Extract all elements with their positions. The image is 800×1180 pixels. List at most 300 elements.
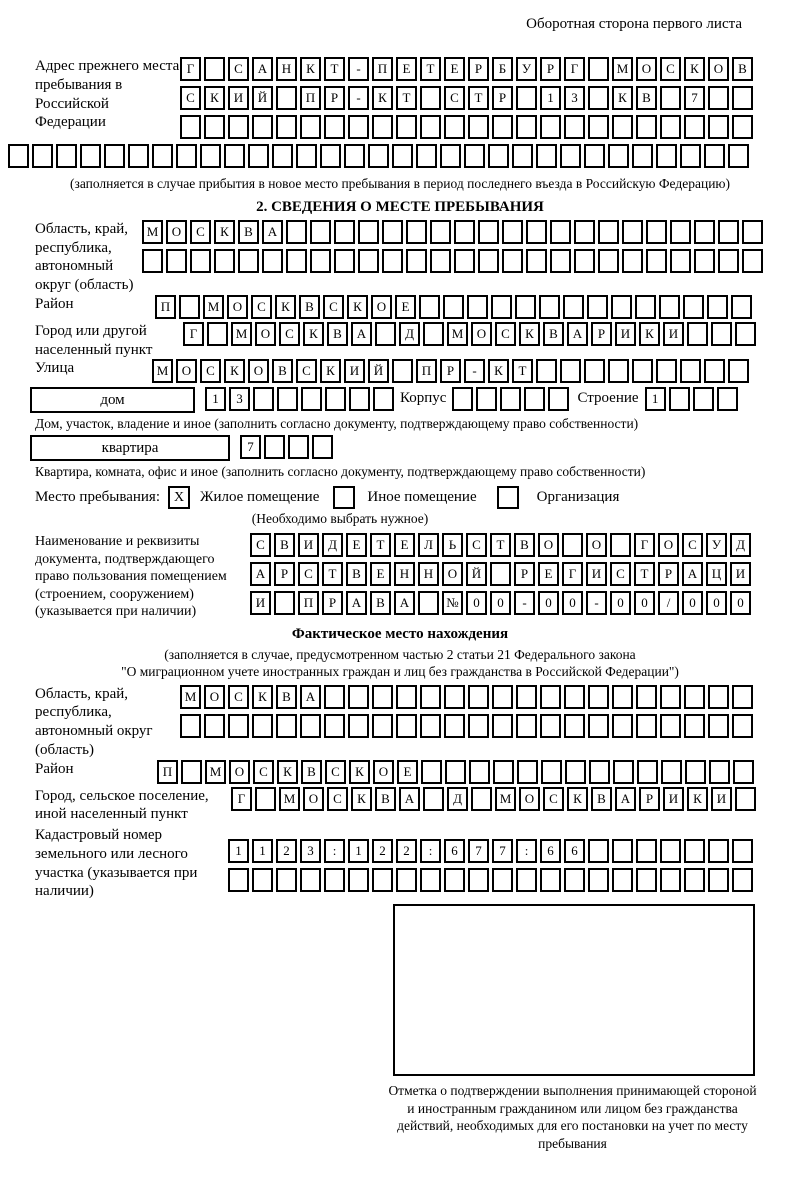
char-cell[interactable] [588,839,609,863]
char-cell[interactable] [622,220,643,244]
char-cell[interactable] [704,359,725,383]
char-cell[interactable] [349,387,370,411]
char-cell[interactable]: Н [418,562,439,586]
char-cell[interactable] [325,387,346,411]
char-cell[interactable]: - [514,591,535,615]
char-cell[interactable] [732,86,753,110]
char-cell[interactable] [296,144,317,168]
char-cell[interactable]: 6 [540,839,561,863]
char-cell[interactable]: 2 [372,839,393,863]
char-cell[interactable] [704,144,725,168]
char-cell[interactable] [742,249,763,273]
char-cell[interactable]: А [262,220,283,244]
char-cell[interactable] [204,714,225,738]
char-cell[interactable] [524,387,545,411]
char-cell[interactable] [396,868,417,892]
char-cell[interactable]: С [190,220,211,244]
char-cell[interactable] [636,685,657,709]
char-cell[interactable]: - [348,86,369,110]
char-cell[interactable]: 0 [490,591,511,615]
char-cell[interactable] [444,714,465,738]
char-cell[interactable] [478,249,499,273]
char-cell[interactable] [200,144,221,168]
char-cell[interactable] [718,220,739,244]
char-cell[interactable] [375,322,396,346]
char-cell[interactable]: 3 [564,86,585,110]
char-cell[interactable]: О [708,57,729,81]
char-cell[interactable] [443,295,464,319]
char-cell[interactable] [732,115,753,139]
char-cell[interactable]: Р [591,322,612,346]
char-cell[interactable]: К [303,322,324,346]
char-cell[interactable] [711,322,732,346]
char-cell[interactable]: П [298,591,319,615]
char-cell[interactable]: 1 [540,86,561,110]
char-cell[interactable] [622,249,643,273]
char-cell[interactable]: С [660,57,681,81]
char-cell[interactable] [180,115,201,139]
char-cell[interactable] [536,359,557,383]
char-cell[interactable]: К [252,685,273,709]
char-cell[interactable] [373,387,394,411]
char-cell[interactable] [646,249,667,273]
char-cell[interactable]: М [205,760,226,784]
char-cell[interactable] [180,714,201,738]
char-cell[interactable] [423,322,444,346]
char-cell[interactable]: К [224,359,245,383]
char-cell[interactable] [611,295,632,319]
char-cell[interactable]: Т [420,57,441,81]
char-cell[interactable] [660,685,681,709]
char-cell[interactable] [560,144,581,168]
char-cell[interactable] [324,685,345,709]
char-cell[interactable]: Г [562,562,583,586]
char-cell[interactable] [550,220,571,244]
char-cell[interactable] [540,868,561,892]
char-cell[interactable]: Д [322,533,343,557]
char-cell[interactable]: Р [492,86,513,110]
char-cell[interactable] [8,144,29,168]
char-cell[interactable] [248,144,269,168]
char-cell[interactable]: П [372,57,393,81]
char-cell[interactable]: А [682,562,703,586]
char-cell[interactable] [718,249,739,273]
char-cell[interactable]: Д [730,533,751,557]
char-cell[interactable] [490,562,511,586]
char-cell[interactable]: 1 [228,839,249,863]
char-cell[interactable] [406,220,427,244]
char-cell[interactable] [476,387,497,411]
char-cell[interactable] [445,760,466,784]
char-cell[interactable]: Й [252,86,273,110]
char-cell[interactable] [612,839,633,863]
char-cell[interactable]: С [228,57,249,81]
char-cell[interactable]: : [516,839,537,863]
char-cell[interactable] [464,144,485,168]
char-cell[interactable]: В [238,220,259,244]
char-cell[interactable] [492,868,513,892]
char-cell[interactable] [584,359,605,383]
char-cell[interactable] [660,839,681,863]
char-cell[interactable] [264,435,285,459]
char-cell[interactable]: М [142,220,163,244]
char-cell[interactable] [732,839,753,863]
char-cell[interactable] [608,144,629,168]
char-cell[interactable] [660,714,681,738]
char-cell[interactable]: Р [274,562,295,586]
checkbox-other-premises[interactable] [333,486,355,509]
char-cell[interactable]: А [567,322,588,346]
char-cell[interactable]: Р [440,359,461,383]
char-cell[interactable]: В [299,295,320,319]
char-cell[interactable]: Р [322,591,343,615]
char-cell[interactable] [574,220,595,244]
char-cell[interactable]: 7 [468,839,489,863]
char-cell[interactable] [540,685,561,709]
char-cell[interactable] [656,144,677,168]
char-cell[interactable]: О [471,322,492,346]
char-cell[interactable] [166,249,187,273]
char-cell[interactable]: С [251,295,272,319]
char-cell[interactable]: О [658,533,679,557]
char-cell[interactable] [430,220,451,244]
char-cell[interactable]: В [346,562,367,586]
char-cell[interactable] [276,86,297,110]
char-cell[interactable]: О [255,322,276,346]
char-cell[interactable]: К [300,57,321,81]
char-cell[interactable]: Т [324,57,345,81]
char-cell[interactable]: 0 [634,591,655,615]
char-cell[interactable]: А [300,685,321,709]
char-cell[interactable] [214,249,235,273]
char-cell[interactable] [372,868,393,892]
char-cell[interactable]: С [327,787,348,811]
char-cell[interactable] [372,115,393,139]
char-cell[interactable] [469,760,490,784]
char-cell[interactable] [440,144,461,168]
char-cell[interactable]: К [204,86,225,110]
char-cell[interactable]: 7 [492,839,513,863]
char-cell[interactable] [564,868,585,892]
char-cell[interactable] [660,115,681,139]
char-cell[interactable]: А [346,591,367,615]
char-cell[interactable]: С [323,295,344,319]
char-cell[interactable] [179,295,200,319]
char-cell[interactable]: Р [658,562,679,586]
char-cell[interactable]: Р [324,86,345,110]
char-cell[interactable]: И [344,359,365,383]
char-cell[interactable]: Н [394,562,415,586]
char-cell[interactable]: О [229,760,250,784]
char-cell[interactable]: Л [418,533,439,557]
char-cell[interactable]: С [200,359,221,383]
char-cell[interactable] [526,249,547,273]
char-cell[interactable]: С [180,86,201,110]
char-cell[interactable]: П [300,86,321,110]
char-cell[interactable] [636,115,657,139]
char-cell[interactable]: В [636,86,657,110]
char-cell[interactable] [680,359,701,383]
char-cell[interactable]: С [279,322,300,346]
char-cell[interactable]: О [519,787,540,811]
char-cell[interactable]: В [543,322,564,346]
char-cell[interactable] [392,144,413,168]
char-cell[interactable] [735,787,756,811]
char-cell[interactable] [562,533,583,557]
char-cell[interactable] [540,714,561,738]
char-cell[interactable]: - [586,591,607,615]
char-cell[interactable]: 0 [730,591,751,615]
char-cell[interactable] [588,714,609,738]
char-cell[interactable]: Е [444,57,465,81]
char-cell[interactable] [382,249,403,273]
char-cell[interactable]: С [228,685,249,709]
char-cell[interactable] [732,685,753,709]
char-cell[interactable]: Т [322,562,343,586]
char-cell[interactable]: В [591,787,612,811]
apartment-type-box[interactable]: квартира [30,435,230,461]
char-cell[interactable]: П [155,295,176,319]
char-cell[interactable]: А [615,787,636,811]
char-cell[interactable] [406,249,427,273]
char-cell[interactable] [540,115,561,139]
char-cell[interactable] [707,295,728,319]
char-cell[interactable] [608,359,629,383]
char-cell[interactable] [228,714,249,738]
char-cell[interactable] [584,144,605,168]
char-cell[interactable] [588,685,609,709]
char-cell[interactable]: И [250,591,271,615]
char-cell[interactable] [252,115,273,139]
char-cell[interactable] [277,387,298,411]
char-cell[interactable] [636,868,657,892]
char-cell[interactable] [659,295,680,319]
char-cell[interactable] [468,685,489,709]
char-cell[interactable]: С [543,787,564,811]
char-cell[interactable]: У [706,533,727,557]
char-cell[interactable] [468,714,489,738]
char-cell[interactable] [152,144,173,168]
char-cell[interactable] [732,714,753,738]
char-cell[interactable] [420,115,441,139]
char-cell[interactable]: И [711,787,732,811]
char-cell[interactable]: Г [183,322,204,346]
char-cell[interactable]: Д [447,787,468,811]
char-cell[interactable]: К [488,359,509,383]
char-cell[interactable] [587,295,608,319]
char-cell[interactable]: К [639,322,660,346]
char-cell[interactable]: К [349,760,370,784]
char-cell[interactable]: О [371,295,392,319]
char-cell[interactable] [588,57,609,81]
char-cell[interactable] [238,249,259,273]
char-cell[interactable] [589,760,610,784]
char-cell[interactable]: К [519,322,540,346]
char-cell[interactable] [613,760,634,784]
char-cell[interactable]: Р [540,57,561,81]
char-cell[interactable] [368,144,389,168]
char-cell[interactable] [334,220,355,244]
char-cell[interactable] [598,249,619,273]
char-cell[interactable]: В [276,685,297,709]
char-cell[interactable] [564,115,585,139]
char-cell[interactable] [687,322,708,346]
char-cell[interactable] [680,144,701,168]
char-cell[interactable]: К [275,295,296,319]
char-cell[interactable] [300,714,321,738]
char-cell[interactable]: Е [397,760,418,784]
char-cell[interactable]: Р [468,57,489,81]
char-cell[interactable] [656,359,677,383]
char-cell[interactable]: О [442,562,463,586]
char-cell[interactable] [252,868,273,892]
char-cell[interactable]: К [347,295,368,319]
char-cell[interactable]: А [351,322,372,346]
char-cell[interactable] [372,714,393,738]
char-cell[interactable]: 0 [538,591,559,615]
char-cell[interactable]: В [327,322,348,346]
char-cell[interactable]: М [447,322,468,346]
char-cell[interactable]: О [636,57,657,81]
char-cell[interactable] [419,295,440,319]
char-cell[interactable]: М [203,295,224,319]
char-cell[interactable] [548,387,569,411]
char-cell[interactable] [444,685,465,709]
char-cell[interactable]: № [442,591,463,615]
char-cell[interactable] [612,115,633,139]
checkbox-organization[interactable] [497,486,519,509]
char-cell[interactable]: У [516,57,537,81]
char-cell[interactable] [492,714,513,738]
char-cell[interactable] [516,115,537,139]
char-cell[interactable] [430,249,451,273]
char-cell[interactable]: 0 [466,591,487,615]
char-cell[interactable]: Г [180,57,201,81]
house-type-box[interactable]: дом [30,387,195,413]
char-cell[interactable] [515,295,536,319]
char-cell[interactable]: И [663,322,684,346]
char-cell[interactable]: И [586,562,607,586]
char-cell[interactable] [272,144,293,168]
char-cell[interactable]: Е [370,562,391,586]
char-cell[interactable]: 2 [396,839,417,863]
char-cell[interactable] [516,86,537,110]
char-cell[interactable] [694,249,715,273]
char-cell[interactable]: О [227,295,248,319]
char-cell[interactable] [733,760,754,784]
char-cell[interactable] [348,714,369,738]
char-cell[interactable]: И [663,787,684,811]
char-cell[interactable] [670,249,691,273]
char-cell[interactable] [632,359,653,383]
char-cell[interactable]: 2 [276,839,297,863]
char-cell[interactable] [392,359,413,383]
char-cell[interactable] [612,714,633,738]
char-cell[interactable]: Е [346,533,367,557]
char-cell[interactable]: 7 [240,435,261,459]
char-cell[interactable] [396,115,417,139]
char-cell[interactable]: К [277,760,298,784]
char-cell[interactable] [502,249,523,273]
char-cell[interactable]: В [370,591,391,615]
char-cell[interactable] [467,295,488,319]
char-cell[interactable] [348,685,369,709]
char-cell[interactable]: И [615,322,636,346]
char-cell[interactable] [728,144,749,168]
char-cell[interactable]: Е [394,533,415,557]
char-cell[interactable] [421,760,442,784]
char-cell[interactable] [454,249,475,273]
char-cell[interactable] [588,86,609,110]
char-cell[interactable]: С [296,359,317,383]
char-cell[interactable]: Г [564,57,585,81]
char-cell[interactable] [276,868,297,892]
char-cell[interactable] [539,295,560,319]
char-cell[interactable] [80,144,101,168]
char-cell[interactable] [502,220,523,244]
char-cell[interactable]: О [538,533,559,557]
char-cell[interactable] [564,685,585,709]
char-cell[interactable] [660,868,681,892]
char-cell[interactable] [516,685,537,709]
char-cell[interactable] [274,591,295,615]
char-cell[interactable]: Ц [706,562,727,586]
char-cell[interactable]: 3 [229,387,250,411]
char-cell[interactable] [181,760,202,784]
char-cell[interactable] [418,591,439,615]
checkbox-residential[interactable]: Х [168,486,190,509]
char-cell[interactable] [516,868,537,892]
char-cell[interactable] [204,115,225,139]
char-cell[interactable] [348,868,369,892]
char-cell[interactable]: 1 [205,387,226,411]
char-cell[interactable]: 0 [706,591,727,615]
char-cell[interactable] [301,387,322,411]
char-cell[interactable] [204,57,225,81]
char-cell[interactable]: В [272,359,293,383]
char-cell[interactable] [610,533,631,557]
char-cell[interactable] [300,115,321,139]
char-cell[interactable]: : [420,839,441,863]
char-cell[interactable] [420,714,441,738]
char-cell[interactable]: С [325,760,346,784]
char-cell[interactable] [684,714,705,738]
char-cell[interactable]: О [248,359,269,383]
char-cell[interactable]: М [180,685,201,709]
char-cell[interactable]: Ь [442,533,463,557]
char-cell[interactable] [420,86,441,110]
char-cell[interactable] [276,115,297,139]
char-cell[interactable] [207,322,228,346]
char-cell[interactable] [444,115,465,139]
char-cell[interactable] [684,685,705,709]
char-cell[interactable]: К [351,787,372,811]
char-cell[interactable]: Т [396,86,417,110]
char-cell[interactable] [468,115,489,139]
char-cell[interactable] [56,144,77,168]
char-cell[interactable] [646,220,667,244]
char-cell[interactable] [632,144,653,168]
char-cell[interactable] [500,387,521,411]
char-cell[interactable] [190,249,211,273]
char-cell[interactable] [396,685,417,709]
char-cell[interactable] [564,714,585,738]
char-cell[interactable] [565,760,586,784]
char-cell[interactable]: М [612,57,633,81]
char-cell[interactable]: И [228,86,249,110]
char-cell[interactable] [708,714,729,738]
char-cell[interactable] [255,787,276,811]
